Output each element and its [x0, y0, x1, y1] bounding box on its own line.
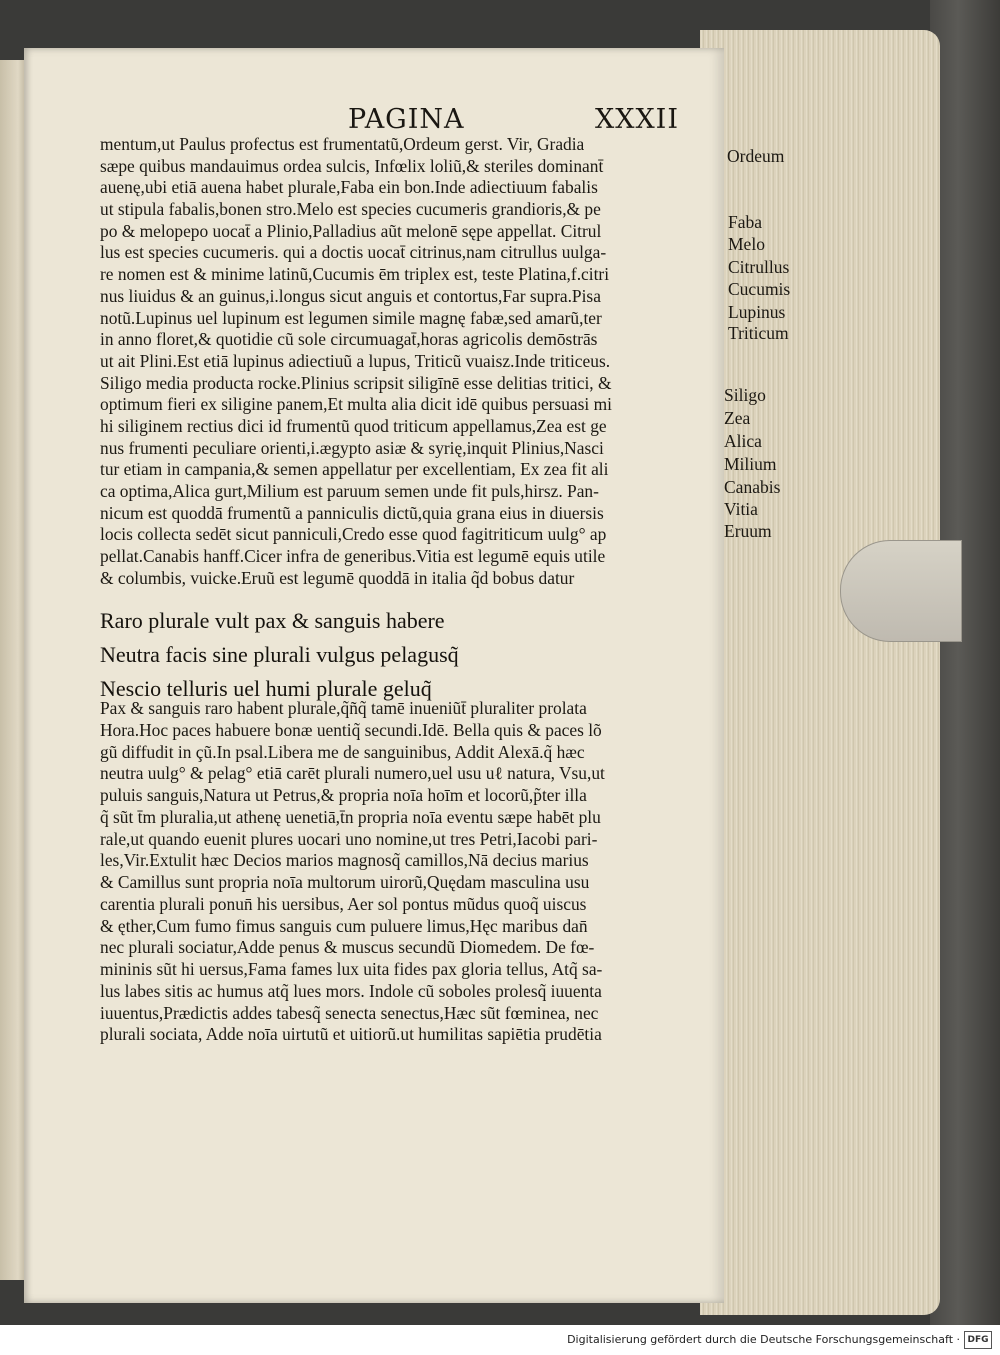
text-line: mentum,ut Paulus profectus est frumentatũ,Ordeum gerst. Vir, Gradia: [100, 134, 585, 154]
text-line: po & melopepo uocat̄ a Plinio,Palladius aũt melonē sępe appellat. Citrul: [100, 220, 602, 241]
margin-note: Alica: [724, 431, 762, 451]
text-line: lus labes sitis ac humus atq̃ lues mors. Indole cũ soboles prolesq̃ iuuenta: [100, 980, 602, 1001]
funding-credit: Digitalisierung gefördert durch die Deutsche Forschungsgemeinschaft ·: [567, 1333, 960, 1346]
text-line: & columbis, vuicke.Eruũ est legumē quoddā in italia q̃d bobus datur: [100, 567, 575, 588]
text-line: & ęther,Cum fumo fimus sanguis cum puluere limus,Hęc maribus dan̄: [100, 915, 588, 936]
text-line: Pax & sanguis raro habent plurale,q̃ñq̃ tamē inueniũt̄ pluraliter prolata: [100, 698, 587, 718]
text-line: sæpe quibus mandauimus ordea sulcis, Infœlix loliũ,& steriles dominant̄: [100, 155, 604, 176]
header-word: PAGINA: [348, 104, 465, 135]
text-line: tur etiam in campania,& semen appellatur per excellentiam, Ex zea fit ali: [100, 459, 609, 480]
text-line: carentia plurali ponun̄ his uersibus, Aer sol pontus mũdus quoq̃ uiscus: [100, 893, 587, 914]
margin-note: Triticum: [728, 323, 789, 343]
text-line: lus est species cucumeris. qui a doctis uocat̄ citrinus,nam citrullus uulga-: [100, 242, 607, 263]
margin-note: Eruum: [724, 521, 772, 541]
text-line: optimum fieri ex siligine panem,Et multa alia dicit idē quibus persuasi mi: [100, 394, 612, 415]
verse-block: [100, 604, 720, 706]
text-line: nec plurali sociatur,Adde penus & muscus secundũ Diomedem. De fœ-: [100, 937, 595, 958]
margin-note: Faba: [728, 212, 763, 232]
text-line: les,Vir.Extulit hæc Decios marios magnosq̃ camillos,Nā decius marius: [100, 850, 589, 871]
text-line: locis collecta sedēt sicut panniculi,Credo esse quod fagitriticum uulg° ap: [100, 524, 607, 545]
text-line: iuuentus,Prædictis addes tabesq̃ senecta senectus,Hæc sũt fœminea, nec: [100, 1002, 599, 1023]
folio-number: XXXII: [595, 104, 679, 135]
margin-note: Melo: [728, 234, 765, 254]
margin-note: Lupinus: [728, 302, 786, 322]
text-line: & Camillus sunt propria noīa multorum uirorũ,Quędam masculina usu: [100, 872, 590, 892]
verse-line: Raro plurale vult pax & sanguis habere: [100, 608, 445, 633]
margin-note: Citrullus: [728, 257, 790, 277]
text-line: notũ.Lupinus uel lupinum est legumen simile magnę fabæ,sed amarũ,ter: [100, 307, 602, 328]
book-cover-edge: [930, 0, 1000, 1325]
text-line: re nomen est & minime latinũ,Cucumis ēm triplex est, teste Platina,f.citri: [100, 264, 610, 285]
margin-note: Ordeum: [727, 146, 785, 166]
text-line: gũ diffudit in çũ.In psal.Libera me de sanguinibus, Addit Alexā.q̃ hæc: [100, 741, 585, 762]
text-line: ut ait Plini.Est etiā lupinus adiectiuũ a lupus, Triticũ vuaisz.Inde triticeus.: [100, 350, 611, 371]
text-line: hi siliginem rectius dici id frumentũ quod triticum appellamus,Zea est ge: [100, 415, 607, 436]
text-line: q̃ sũt t̄m pluralia,ut athenę uenetiā,t̄n propria noīa eventu sæpe habēt plu: [100, 806, 601, 827]
text-line: in anno floret,& quotidie cũ sole circumuagat̄,horas agricolis demōstrās: [100, 329, 598, 350]
text-line: plurali sociata, Adde noīa uirtutũ et uitiorũ.ut humilitas sapiētia prudētia: [100, 1024, 602, 1045]
margin-note: Milium: [724, 454, 777, 474]
text-line: Siligo media producta rocke.Plinius scripsit siligīnē esse delitias tritici, &: [100, 372, 612, 393]
text-line: ut stipula fabalis,bonen stro.Melo est species cucumeris grandioris,& pe: [100, 199, 601, 220]
commentary-block-2: [100, 698, 720, 1046]
book-clasp: [840, 540, 962, 642]
text-line: ca optima,Alica gurt,Milium est paruum semen unde fit puls,hirsz. Pan-: [100, 481, 599, 501]
text-line: nicum est quoddā frumentũ a panniculis dictũ,quia grana eius in diuersis: [100, 502, 604, 523]
margin-note: Canabis: [724, 477, 781, 497]
text-line: mininis sũt hi uersus,Fama fames lux uita fides pax gloria tellus, Atq̃ sa-: [100, 959, 603, 979]
commentary-block-1: [100, 134, 720, 589]
text-line: pellat.Canabis hanff.Cicer infra de generibus.Vitia est legumē equis utile: [100, 546, 606, 567]
text-line: nus frumenti peculiare orienti,i.ægypto asiæ & syrię,inquit Plinius,Nasci: [100, 437, 604, 458]
margin-note: Siligo: [724, 385, 766, 405]
text-line: neutra uulg° & pelag° etiā carēt plurali numero,uel usu uℓ natura, Vsu,ut: [100, 763, 605, 784]
text-line: Hora.Hoc paces habuere bonæ uentiq̃ secundi.Idē. Bella quis & paces lõ: [100, 719, 602, 740]
text-line: puluis sanguis,Natura ut Petrus,& propria noīa hoīm et locorũ,p̃ter illa: [100, 785, 587, 805]
digitization-footer: [0, 1325, 1000, 1355]
verse-line: Nescio telluris uel humi plurale geluq̃: [100, 676, 432, 701]
margin-note: Cucumis: [728, 279, 791, 299]
dfg-logo: DFG: [964, 1331, 992, 1349]
text-line: nus liuidus & an guinus,i.longus sicut anguis et contortus,Far supra.Pisa: [100, 285, 601, 306]
margin-note: Zea: [724, 408, 751, 428]
margin-note: Vitia: [724, 499, 758, 519]
page-header: [0, 104, 1000, 138]
text-line: rale,ut quando euenit plures uocari uno nomine,ut tres Petri,Iacobi pari-: [100, 828, 598, 849]
verse-line: Neutra facis sine plurali vulgus pelagusq̃: [100, 642, 459, 667]
text-line: auenę,ubi etiā auena habet plurale,Faba ein bon.Inde adiectiuum fabalis: [100, 177, 598, 198]
